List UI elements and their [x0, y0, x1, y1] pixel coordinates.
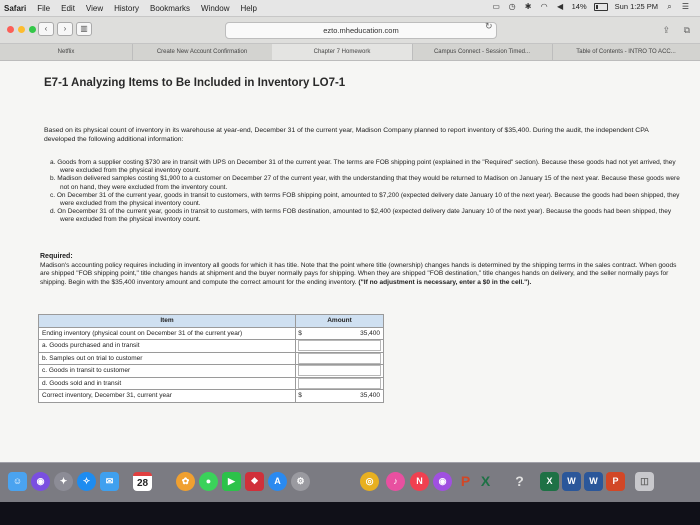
item-marker: c. — [50, 191, 56, 199]
row-label: b. Samples out on trial to customer — [39, 352, 296, 365]
tab-label: Netflix — [57, 49, 75, 55]
required-body: Madison's accounting policy requires including in inventory all goods for which it has title. Note that the point where title (ownership) changes hands is determined by the shipping terms in the sales contract. When goods are shipped "FOB shipping point," title changes hands at shipment and the buyer normally pays for shipping. When they are shipped "FOB destination," title changes hands on delivery, and the seller normally pays for shipping. Begin with the $35,400 inventory amount and compute the correct amount for the ending inventory. — [40, 262, 677, 286]
nav-buttons — [38, 22, 92, 36]
menu-help[interactable]: Help — [240, 3, 257, 13]
facetime-icon[interactable]: ▶ — [222, 472, 241, 491]
amount-cell — [296, 327, 384, 340]
itunes-icon[interactable]: ♪ — [386, 472, 405, 491]
podcasts-icon[interactable]: ◉ — [433, 472, 452, 491]
address-bar[interactable] — [225, 22, 497, 39]
tab-label: Create New Account Confirmation — [156, 49, 248, 55]
calendar-icon[interactable] — [133, 472, 152, 491]
mail-icon[interactable]: ✉ — [100, 472, 119, 491]
tab-bar — [0, 44, 700, 61]
help-icon[interactable]: ? — [515, 473, 524, 489]
messages-icon[interactable]: ● — [199, 472, 218, 491]
row-label: a. Goods purchased and in transit — [39, 340, 296, 353]
sidebar-button[interactable] — [76, 22, 92, 36]
row-label: Ending inventory (physical count on December 31 of the current year) — [39, 327, 296, 340]
inventory-table — [38, 314, 384, 403]
tab-overview-icon[interactable]: ⧉ — [683, 25, 690, 35]
menu-bookmarks[interactable]: Bookmarks — [150, 3, 191, 13]
status-area — [492, 2, 690, 11]
photo-booth-icon[interactable]: ❖ — [245, 472, 264, 491]
table-row — [39, 377, 384, 390]
bluetooth-icon[interactable]: ✱ — [524, 2, 532, 11]
intro-paragraph: Based on its physical count of inventory in its warehouse at year-end, December 31 of the current year, Madison Company planned to report inventory of $35,400. During the audit, the independent CPA developed the following additional information: — [44, 127, 649, 143]
menu-history[interactable]: History — [114, 3, 140, 13]
battery-icon[interactable] — [594, 3, 608, 11]
reload-icon[interactable]: ↻ — [485, 21, 493, 31]
share-icon[interactable]: ⇪ — [662, 25, 670, 35]
table-row — [39, 390, 384, 403]
tab-label: Campus Connect - Session Timed... — [433, 49, 531, 55]
required-note: ("If no adjustment is necessary, enter a $0 in the cell."). — [358, 278, 532, 286]
menu-app-name[interactable]: Safari — [4, 3, 27, 13]
row-label: Correct inventory, December 31, current year — [39, 390, 296, 403]
screen-bezel — [0, 502, 700, 525]
table-row — [39, 365, 384, 378]
amount-value: 35,400 — [360, 329, 380, 337]
item-text: On December 31 of the current year, goods in transit to customers, with terms FOB shipping point, amounted to $7,200 (expected delivery date January 10 of the next year). Because the goods had been shipped, they were excluded from the physical inventory count. — [56, 191, 680, 208]
finder-icon[interactable]: ☺ — [8, 472, 27, 491]
amount-value: 35,400 — [360, 392, 380, 400]
minimize-window-button[interactable] — [18, 26, 25, 33]
item-marker: d. — [50, 208, 56, 216]
table-row — [39, 327, 384, 340]
item-text: On December 31 of the current year, goods in transit to customers, with terms FOB destination, amounted to $2,400 (expected delivery date January 10 of the next year). Because the goods had been shipped, they were excluded from the physical inventory count. — [57, 208, 672, 224]
excel-app-icon[interactable]: X — [540, 472, 559, 491]
amount-input-d[interactable] — [298, 378, 381, 389]
tab-table-of-contents[interactable] — [552, 44, 700, 60]
required-heading: Required: — [40, 253, 73, 260]
launchpad-icon[interactable]: ✦ — [54, 472, 73, 491]
wifi-icon[interactable]: ◠ — [540, 2, 548, 11]
system-preferences-icon[interactable]: ⚙ — [291, 472, 310, 491]
address-url: ezto.mheducation.com — [323, 26, 399, 35]
menu-edit[interactable]: Edit — [61, 3, 75, 13]
screen-mirror-icon[interactable]: ▭ — [492, 2, 500, 11]
amount-cell — [296, 352, 384, 365]
tab-campus-connect[interactable] — [412, 44, 553, 60]
menu-window[interactable]: Window — [201, 3, 230, 13]
menu-view[interactable]: View — [85, 3, 104, 13]
forward-button[interactable] — [57, 22, 73, 36]
dock — [0, 462, 700, 503]
close-window-button[interactable] — [7, 26, 14, 33]
tab-chapter-7-homework[interactable] — [272, 44, 413, 60]
amount-cell — [296, 340, 384, 353]
amount-input-a[interactable] — [298, 340, 381, 351]
list-item — [50, 192, 680, 208]
item-marker: a. — [50, 159, 56, 166]
table-row — [39, 340, 384, 353]
zoom-window-button[interactable] — [29, 26, 36, 33]
item-text: Goods from a supplier costing $730 are in transit with UPS on December 31 of the current year. The terms are FOB shipping point (explained in the "Required" section). Because these goods had not yet arrived, they were excluded from the physical inventory count. — [57, 159, 676, 175]
table-header-row — [39, 315, 384, 328]
dollar-sign: $ — [298, 329, 302, 337]
safari-icon[interactable]: ✧ — [77, 472, 96, 491]
powerpoint-icon[interactable]: P — [460, 473, 471, 489]
photos-icon[interactable]: ✿ — [176, 472, 195, 491]
excel-icon[interactable]: X — [480, 473, 491, 489]
tab-create-account[interactable] — [132, 44, 273, 60]
sidebar-icon: ▥ — [80, 24, 88, 33]
menu-file[interactable]: File — [37, 3, 51, 13]
window-controls — [7, 26, 36, 33]
list-item — [50, 208, 680, 224]
news-icon[interactable]: N — [410, 472, 429, 491]
table-row — [39, 352, 384, 365]
required-text — [40, 262, 680, 287]
trash-icon[interactable]: ◫ — [635, 472, 654, 491]
safari-toolbar — [0, 17, 700, 44]
amount-input-b[interactable] — [298, 353, 381, 364]
menu-clock[interactable]: Sun 1:25 PM — [614, 2, 658, 11]
time-machine-icon[interactable]: ◷ — [508, 2, 516, 11]
menu-bar — [0, 0, 700, 17]
spotlight-search-icon[interactable]: ⌕ — [667, 2, 672, 11]
page-content — [0, 61, 700, 471]
list-item — [50, 159, 680, 175]
back-button[interactable] — [38, 22, 54, 36]
list-item — [50, 175, 680, 191]
tab-netflix[interactable] — [0, 44, 133, 60]
amount-column-header: Amount — [296, 315, 384, 328]
dollar-sign: $ — [298, 392, 302, 400]
row-label: c. Goods in transit to customer — [39, 365, 296, 378]
row-label: d. Goods sold and in transit — [39, 377, 296, 390]
amount-input-c[interactable] — [298, 365, 381, 376]
chrome-icon[interactable]: ◎ — [360, 472, 379, 491]
app-store-icon[interactable]: A — [268, 472, 287, 491]
item-text: Madison delivered samples costing $1,900 to a customer on December 27 of the current year, with the understanding that they would be returned to Madison on January 15 of the next year. Because these goods were not on hand, they were excluded from the inventory count. — [57, 175, 680, 191]
amount-cell — [296, 390, 384, 403]
chevron-left-icon: ‹ — [44, 24, 48, 33]
volume-icon[interactable]: ◀ — [557, 2, 564, 11]
calendar-day: 28 — [136, 478, 149, 489]
item-column-header: Item — [39, 315, 296, 328]
amount-cell — [296, 365, 384, 378]
word-doc-icon[interactable]: W — [584, 472, 603, 491]
word-icon[interactable]: W — [562, 472, 581, 491]
tab-label: Chapter 7 Homework — [313, 49, 371, 55]
item-marker: b. — [50, 175, 56, 183]
powerpoint-app-icon[interactable]: P — [606, 472, 625, 491]
chevron-right-icon: › — [63, 24, 67, 33]
tab-label: Table of Contents - INTRO TO ACC... — [576, 49, 676, 55]
amount-cell — [296, 377, 384, 390]
siri-icon[interactable]: ◉ — [31, 472, 50, 491]
notification-center-icon[interactable]: ☰ — [681, 2, 690, 11]
page-title: E7-1 Analyzing Items to Be Included in Inventory LO7-1 — [44, 77, 346, 89]
battery-percent: 14% — [571, 2, 587, 11]
additional-info-list — [50, 159, 680, 225]
